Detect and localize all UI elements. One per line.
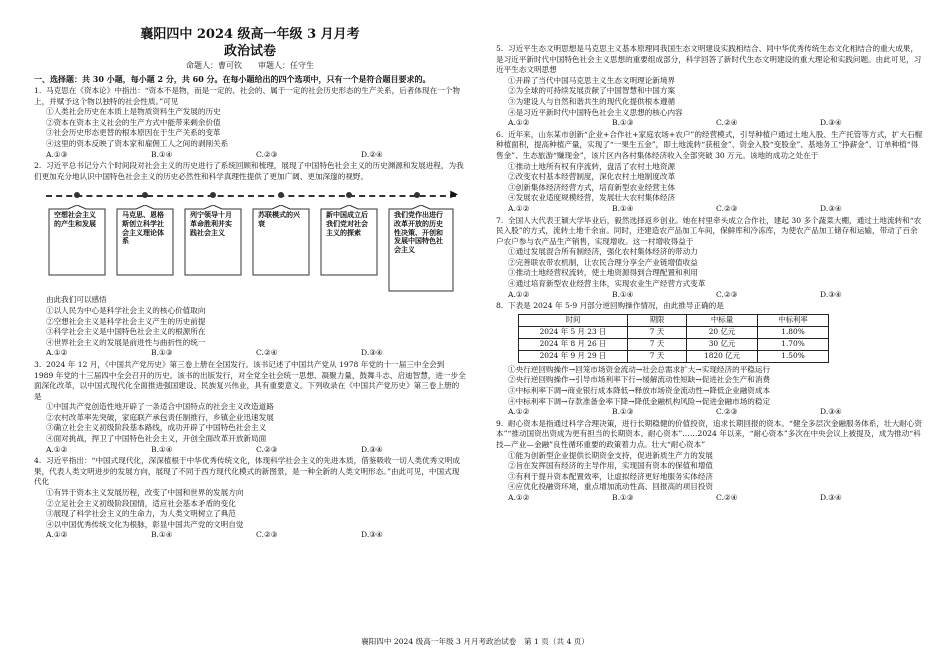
option-line: ②改变农村基本经营制度，深化农村土地制度改革 — [508, 172, 676, 182]
question-stem: 马克思在《资本论》中指出：“资本不是物，而是一定的、社会的、属于一定的社会历史形态的生产关系，后者体现在一个物上，并赋予这个物以独特的社会性质。”可见 — [34, 86, 460, 106]
option-line: ①有异于资本主义发展历程，改变了中国和世界的发展方向 — [46, 488, 244, 498]
question-3 — [34, 360, 466, 455]
option-line: ④应优化投融资环境，重点增加流动性高、回报高的项目投资 — [508, 482, 714, 492]
answer-choice: B.①④ — [612, 203, 634, 213]
answer-choice: B.①④ — [151, 530, 173, 540]
answer-choices — [496, 493, 924, 504]
option-line: ①中国共产党创造性地开辟了一条适合中国特点的社会主义改造道路 — [46, 402, 274, 412]
option-line: ②完善联农带农机制，让农民合理分享全产业链增值收益 — [508, 257, 698, 267]
option-line: ②央行逆回购操作→引导市场利率下行→缓解流动性短缺→促进社会生产和消费 — [508, 375, 771, 385]
option-line: ③中标利率下调→商业银行成本降低→释放市场资金流动性→降低企业融资成本 — [508, 386, 771, 396]
answer-choice: D.③④ — [820, 203, 842, 213]
table-cell: 20 亿元 — [687, 326, 758, 338]
table-cell: 2024 年 8 月 26 日 — [519, 338, 628, 350]
question-stem: 2024 年 12 月，《中国共产党历史》第三卷上册在全国发行。该书记述了中国共产党从 1978 年党的十一届三中全会到 1989 年党的十三届四中全会召开的历史。该书的出版发行，对全党全社会统一思想、凝聚力量，鼓舞斗志、启迪智慧，进一步全面深化改革，以中国式现代化全面推进强国建设、民族复兴伟业，具有重要意义。下列收录在《中国共产党历史》第三卷上册的是 — [34, 359, 466, 401]
answer-choices — [496, 290, 924, 301]
timeline-dot — [278, 192, 284, 198]
exam-title: 襄阳四中 2024 级高一年级 3 月月考 — [140, 27, 360, 42]
question-2 — [34, 161, 466, 359]
question-4 — [34, 456, 466, 541]
stage-text: 苏联模式的兴衰 — [258, 210, 300, 228]
question-number: 6. — [496, 129, 504, 139]
answer-choice: A.①② — [508, 492, 530, 502]
question-lead: 由此我们可以感悟 — [46, 295, 107, 305]
option-line: ③为建设人与自然和谐共生的现代化提供根本遵循 — [508, 96, 676, 106]
option-line: ②旨在发挥国有经济的主导作用，实现国有资本的保值和增值 — [508, 461, 714, 471]
answer-choice: D.③④ — [361, 444, 383, 454]
timeline-stage — [116, 205, 174, 275]
question-stem: 近年来，山东某市创新“企业+合作社+家庭农场+农户”的经营模式，引导种植户通过土地入股、生产托管等方式，扩大石榴种植面积，提高种植产量，实现了“一果生五金”，即土地流转“获租金”、资金入股“变股金”、基地务工“挣薪金”、订单种植“得售金”、生态旅游“赚现金”，该片区内各村集体经济收入全部突破 30 万元。该地的成功之处在于 — [496, 129, 923, 160]
option-line: ③确立社会主义初级阶段基本路线，成功开辟了中国特色社会主义 — [46, 423, 267, 433]
option-line: ①央行逆回购操作→回笼市场资金流动→社会总需求扩大→实现经济的平稳运行 — [508, 364, 771, 374]
answer-choice: A.①③ — [46, 149, 68, 159]
option-line: ④这里的资本反映了资本家和雇佣工人之间的剥削关系 — [46, 138, 229, 148]
option-line: ④通过培育新型农业经营主体，实现农业生产经营方式变革 — [508, 279, 706, 289]
question-number: 5. — [496, 44, 504, 53]
table-row — [519, 338, 829, 350]
answer-choice: C.②③ — [716, 203, 738, 213]
table-cell: 7 天 — [628, 326, 687, 338]
question-stem: 下表是 2024 年 5-9 月部分逆回购操作情况，由此推导正确的是 — [508, 301, 724, 311]
answer-choice: C.②④ — [716, 492, 738, 502]
exam-authors: 命题人：曹可钦 审题人：任守生 — [186, 61, 314, 70]
answer-choice: B.①④ — [612, 289, 634, 299]
option-line: ②资本在资本主义社会的生产方式中能带来剩余价值 — [46, 117, 221, 127]
timeline-stage — [48, 205, 106, 275]
option-line: ③有利于提升资本配置效率，让虚拟经济更好地服务实体经济 — [508, 471, 714, 481]
question-9 — [496, 419, 924, 504]
answer-choice: A.①② — [46, 444, 68, 454]
answer-choices — [496, 204, 924, 215]
option-line: ④中标利率下调→存款准备金率下降→降低金融机构风险→促进金融市场的稳定 — [508, 396, 771, 406]
option-line: ③科学社会主义是中国特色社会主义的根源所在 — [46, 327, 206, 337]
table-cell: 7 天 — [628, 350, 687, 362]
answer-choice: D.③④ — [820, 492, 842, 502]
stage-text: 空想社会主义的产生和发展 — [54, 210, 96, 228]
timeline-dot — [74, 192, 80, 198]
answer-choice: B.①③ — [612, 407, 634, 417]
table-cell: 1.70% — [758, 338, 829, 350]
option-line: ①人类社会历史在本质上是物质资料生产发展的历史 — [46, 107, 221, 117]
option-line: ②空想社会主义是科学社会主义产生的历史前提 — [46, 316, 206, 326]
option-line: ①能为创新型企业提供长期资金支持，促进新质生产力的发展 — [508, 450, 714, 460]
answer-choice: B.①③ — [612, 118, 634, 128]
table-cell: 7 天 — [628, 338, 687, 350]
question-stem: 耐心资本是指通过科学合理决策，进行长期稳健的价值投资，追求长期回报的资本。“健全多层次金融服务体系，壮大耐心资本”“推动国资出资成为更有担当的长期资本、耐心资本”……2024 年以来，“耐心资本”多次在中央会议上被提及，成为推动“科技—产业—金融”良性循环重要的政策着力点。壮大“耐心资本” — [496, 418, 922, 449]
answer-choice: D.③④ — [361, 530, 383, 540]
timeline-dot — [142, 192, 148, 198]
answer-choice: A.①② — [508, 203, 530, 213]
answer-choices — [34, 150, 466, 161]
stage-text: 列宁领导十月革命胜利并实践社会主义 — [190, 210, 232, 237]
answer-choice: C.②③ — [256, 444, 278, 454]
table-row — [519, 350, 829, 362]
option-line: ④面对挑战，捍卫了中国特色社会主义，开创全面改革开放新局面 — [46, 434, 267, 444]
answer-choice: C.②③ — [256, 149, 278, 159]
answer-choice: B.①③ — [151, 348, 173, 358]
option-line: ①开辟了当代中国马克思主义生态文明理论新境界 — [508, 75, 676, 85]
answer-choice: A.①② — [46, 348, 68, 358]
page-footer: 襄阳四中 2024 级高一年级 3 月月考政治试卷 第 1 页（共 4 页） — [361, 637, 589, 646]
answer-choice: C.②③ — [256, 530, 278, 540]
timeline-dot — [414, 192, 420, 198]
answer-choice: C.②④ — [256, 348, 278, 358]
history-timeline — [46, 185, 456, 293]
option-line: ①通过发展混合所有制经济，强化农村集体经济的带动力 — [508, 247, 698, 257]
exam-subtitle: 政治试卷 — [223, 44, 276, 59]
timeline-stage — [320, 205, 378, 275]
question-stem: 习近平指出：“中国式现代化，深深植根于中华优秀传统文化，体现科学社会主义的先进本质，借鉴吸收一切人类优秀文明成果，代表人类文明进步的发展方向，展现了不同于西方现代化模式的新图景，是一种全新的人类文明形态。”由此可见，中国式现代化 — [34, 456, 460, 487]
question-stem: 习近平总书记分六个时间段对社会主义的历史进行了系统回顾和梳理，展现了中国特色社会主义的历史渊源和发展进程，为我们更加充分地认识中国特色社会主义的历史必然性和科学真理性提供了更加广阔、更加深邃的视野。 — [34, 161, 464, 181]
question-number: 4. — [34, 456, 42, 466]
stage-text: 马克思、恩格斯创立科学社会主义理论体系 — [122, 210, 164, 246]
option-line: ④世界社会主义的发展是前进性与曲折性的统一 — [46, 337, 206, 347]
table-cell: 1.80% — [758, 326, 829, 338]
answer-choice: A.①② — [508, 118, 530, 128]
question-1 — [34, 86, 466, 160]
question-number: 2. — [34, 161, 42, 171]
section-heading: 一、选择题：共 30 小题，每小题 2 分，共 60 分。在每小题给出的四个选项中，只有一个是符合题目要求的。 — [34, 74, 431, 84]
question-8 — [496, 301, 924, 418]
table-cell: 2024 年 9 月 29 日 — [519, 350, 628, 362]
right-column — [496, 44, 924, 505]
option-line: ③推动土地经营权流转，使土地资源得到合理配置和利用 — [508, 268, 698, 278]
timeline-dot — [210, 192, 216, 198]
question-number: 7. — [496, 215, 504, 225]
left-column — [34, 18, 466, 542]
answer-choice: A.①② — [508, 289, 530, 299]
question-number: 3. — [34, 359, 42, 369]
answer-choices — [496, 118, 924, 129]
question-7 — [496, 216, 924, 301]
table-cell: 30 亿元 — [687, 338, 758, 350]
answer-choice: B.①④ — [151, 149, 173, 159]
option-line: ④是习近平新时代中国特色社会主义思想的核心内容 — [508, 107, 683, 117]
option-line: ②农村改革率先突破，家庭联产承包责任制推行，乡镇企业迅速发展 — [46, 412, 274, 422]
answer-choices — [34, 445, 466, 456]
table-header-cell: 期限 — [628, 314, 687, 326]
table-header-cell: 时间 — [519, 314, 628, 326]
timeline-stage — [388, 205, 454, 275]
answer-choice: D.②④ — [361, 149, 383, 159]
question-5 — [496, 44, 924, 129]
table-cell: 1.50% — [758, 350, 829, 362]
option-line: ①以人民为中心是科学社会主义的核心价值取向 — [46, 305, 206, 315]
question-stem: 习近平生态文明思想是马克思主义基本原理同我国生态文明建设实践相结合、同中华优秀传统生态文化相结合的重大成果，是习近平新时代中国特色社会主义思想的重要组成部分，科学回答了新时代生态文明建设的重大理论和实践问题。由此可见，习近平生态文明思想 — [496, 44, 922, 75]
answer-choice: D.③④ — [361, 348, 383, 358]
answer-choice: C.②③ — [716, 289, 738, 299]
timeline-stage — [252, 205, 310, 275]
reverse-repo-table — [518, 314, 829, 363]
timeline-dot — [346, 192, 352, 198]
timeline-line — [46, 195, 456, 197]
table-header-cell: 中标量 — [687, 314, 758, 326]
answer-choices — [34, 348, 466, 359]
table-header-row — [519, 314, 829, 326]
table-header-cell: 中标利率 — [758, 314, 829, 326]
answer-choice: A.①② — [46, 530, 68, 540]
option-line: ③创新集体经济经营方式，培育新型农业经营主体 — [508, 182, 676, 192]
answer-choice: D.③④ — [820, 118, 842, 128]
option-line: ②为全球的可持续发展贡献了中国智慧和中国方案 — [508, 86, 676, 96]
answer-choices — [34, 530, 466, 541]
option-line: ③社会历史形态更替的根本原因在于生产关系的变革 — [46, 128, 221, 138]
answer-choice: C.②④ — [716, 118, 738, 128]
answer-choice: A.①② — [508, 407, 530, 417]
answer-choice: B.①④ — [151, 444, 173, 454]
option-line: ③展现了科学社会主义的生命力，为人类文明树立了典范 — [46, 509, 236, 519]
stage-text: 我们党作出进行改革开放的历史性决策、开创和发展中国特色社会主义 — [394, 210, 443, 254]
table-row — [519, 326, 829, 338]
table-cell: 2024 年 5 月 23 日 — [519, 326, 628, 338]
timeline-stage — [184, 205, 242, 275]
answer-choice: C.②③ — [716, 407, 738, 417]
option-line: ④发展农业适度规模经营，发展壮大农村集体经济 — [508, 193, 676, 203]
question-number: 9. — [496, 418, 504, 428]
question-number: 1. — [34, 86, 42, 95]
answer-choice: D.③④ — [820, 407, 842, 417]
table-cell: 1820 亿元 — [687, 350, 758, 362]
question-6 — [496, 130, 924, 215]
answer-choices — [496, 407, 924, 418]
arrow-right-icon: ▶ — [450, 189, 458, 201]
answer-choice: D.③④ — [820, 289, 842, 299]
stage-text: 新中国成立后我们党对社会主义的探索 — [326, 210, 368, 237]
question-stem: 全国人大代表王颖大学毕业后，毅然选择返乡创业。她在村里牵头成立合作社，建起 30 多个蔬菜大棚，通过土地流转和“农民入股”的方式，流转土地千余亩。同时，还建造农产品加工车间，保鲜库和冷冻库，为使农产品加工储存和运输，带动了百余户农户参与农产品生产销售，实现增收。这一村增收得益于 — [496, 215, 922, 246]
option-line: ④以中国优秀传统文化为根脉，彰显中国共产党的文明自觉 — [46, 519, 244, 529]
option-line: ①推动土地所有权有序流转，盘活了农村土地资源 — [508, 161, 676, 171]
answer-choice: B.①③ — [612, 492, 634, 502]
option-line: ②立足社会主义初级阶段国情，适应社会基本矛盾的变化 — [46, 498, 236, 508]
question-number: 8. — [496, 301, 504, 311]
